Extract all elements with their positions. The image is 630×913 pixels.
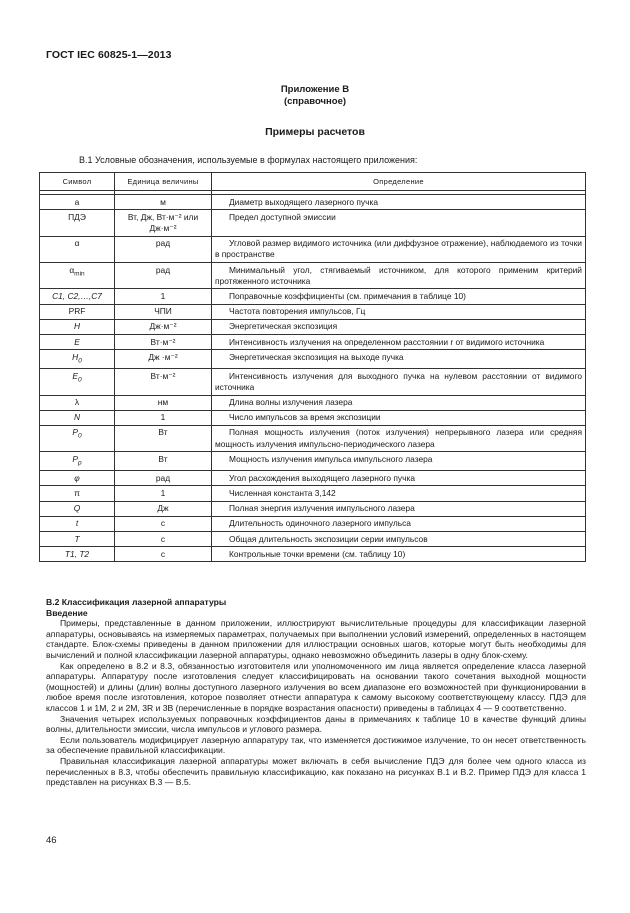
row-symbol: a bbox=[40, 195, 115, 210]
row-symbol: ПДЭ bbox=[40, 210, 115, 236]
document-header: ГОСТ IEC 60825-1—2013 bbox=[46, 49, 172, 61]
row-definition: Длительность одиночного лазерного импульса bbox=[212, 516, 586, 531]
row-symbol: N bbox=[40, 410, 115, 425]
row-symbol: $H_0$ bbox=[40, 350, 115, 369]
table-row bbox=[40, 195, 586, 210]
table-row bbox=[40, 425, 586, 451]
table-row bbox=[40, 395, 586, 410]
table-row bbox=[40, 263, 586, 289]
paragraph: Примеры, представленные в данном приложении, иллюстрируют вычислительные процедуры для классификации лазерной аппаратуры, основываясь на измеряемых параметрах, получаемых при выполнении условий измерений, определенных в настоящем стандарте. Блок-схемы приведены в данном приложении для иллюстрации основных шагов, которые могут быть необходимы для вычислений и полной классификации лазерной аппаратуры, однако невозможно объединить лазеры в одну блок-схему. bbox=[46, 618, 586, 660]
section-subheading: Введение bbox=[46, 607, 88, 618]
table-row bbox=[40, 369, 586, 395]
table-header-row bbox=[40, 173, 586, 191]
paragraph: Правильная классификация лазерной аппаратуры может включать в себя вычисление ПДЭ для более чем одного класса из перечисленных в 8.3, чтобы обеспечить правильную классификацию, как показано на рисунках В.1 и В.2. Пример ПДЭ для класса 1 представлен на рисунках В.3 — В.5. bbox=[46, 755, 586, 788]
table-row bbox=[40, 210, 586, 236]
paragraph: Как определено в 8.2 и 8.3, обязанностью изготовителя или уполномоченного им лица является определение класса лазерной аппаратуры. Аппаратуру после изготовления следует классифицировать на основании такого сочетания выходной мощности (мощностей) и длины (длин) волны доступного лазерного излучения во всем диапазоне его возможностей при функционировании в любое время после изготовления, которое позволяет отнести аппаратура к самому высокому соответствующему классу. ПДЭ для классов 1 и 1М, 2 и 2М, 3R и 3В (перечисленные в порядке возрастания опасности) приведены в таблицах 4 — 9 соответственно. bbox=[46, 660, 586, 713]
row-definition: Диаметр выходящего лазерного пучка bbox=[212, 195, 586, 210]
table-row bbox=[40, 486, 586, 501]
section-classification bbox=[46, 597, 586, 788]
intro-text: В.1 Условные обозначения, используемые в формулах настоящего приложения: bbox=[79, 155, 418, 165]
row-unit: с bbox=[115, 516, 212, 531]
row-definition: Частота повторения импульсов, Гц bbox=[212, 304, 586, 319]
table-row bbox=[40, 501, 586, 516]
row-definition: Полная энергия излучения импульсного лазера bbox=[212, 501, 586, 516]
symbols-table bbox=[39, 172, 586, 562]
row-symbol: PRF bbox=[40, 304, 115, 319]
row-symbol: α bbox=[40, 236, 115, 262]
row-definition: Угол расхождения выходящего лазерного пучка bbox=[212, 471, 586, 486]
row-definition: Численная константа 3,142 bbox=[212, 486, 586, 501]
table-row bbox=[40, 236, 586, 262]
row-definition: Мощность излучения импульса импульсного лазера bbox=[212, 452, 586, 471]
appendix-type: (справочное) bbox=[283, 96, 347, 107]
row-unit: м bbox=[115, 195, 212, 210]
table-row bbox=[40, 410, 586, 425]
row-symbol: T bbox=[40, 532, 115, 547]
row-unit: рад bbox=[115, 263, 212, 289]
row-unit: с bbox=[115, 547, 212, 562]
page-title: Примеры расчетов bbox=[265, 126, 365, 138]
row-definition: Общая длительность экспозиции серии импульсов bbox=[212, 532, 586, 547]
table-row bbox=[40, 516, 586, 531]
row-definition: Полная мощность излучения (поток излучения) непрерывного лазера или средняя мощность излучения импульсно-периодического лазера bbox=[212, 425, 586, 451]
row-symbol: H bbox=[40, 319, 115, 334]
row-symbol: T1, T2 bbox=[40, 547, 115, 562]
header-symbol: Символ bbox=[40, 173, 115, 191]
row-unit: Вт, Дж, Вт·м⁻² или Дж·м⁻² bbox=[115, 210, 212, 236]
header-definition: Определение bbox=[212, 173, 586, 191]
row-unit: Дж bbox=[115, 501, 212, 516]
page-number: 46 bbox=[46, 835, 57, 846]
row-symbol: φ bbox=[40, 471, 115, 486]
row-symbol: C1, C2,…,C7 bbox=[40, 289, 115, 304]
row-unit: Вт·м⁻² bbox=[115, 335, 212, 350]
row-unit: Вт bbox=[115, 452, 212, 471]
row-unit: с bbox=[115, 532, 212, 547]
row-unit: ЧПИ bbox=[115, 304, 212, 319]
paragraph: Значения четырех используемых поправочных коэффициентов даны в примечаниях к таблице 10 в качестве функций длины волны, длительности эмиссии, числа импульсов и углового размера. bbox=[46, 713, 586, 735]
table-row bbox=[40, 335, 586, 350]
row-symbol: t bbox=[40, 516, 115, 531]
row-symbol: λ bbox=[40, 395, 115, 410]
row-definition: Угловой размер видимого источника (или диффузное отражение), наблюдаемого из точки в пространстве bbox=[212, 236, 586, 262]
row-symbol: $P_0$ bbox=[40, 425, 115, 451]
row-unit: 1 bbox=[115, 289, 212, 304]
table-row bbox=[40, 452, 586, 471]
row-symbol: $\alpha_{min}$ bbox=[40, 263, 115, 289]
row-definition: Энергетическая экспозиция bbox=[212, 319, 586, 334]
row-unit: рад bbox=[115, 471, 212, 486]
row-definition: Предел доступной эмиссии bbox=[212, 210, 586, 236]
row-definition: Интенсивность излучения для выходного пучка на нулевом расстоянии от видимого источника bbox=[212, 369, 586, 395]
row-definition: Контрольные точки времени (см. таблицу 10) bbox=[212, 547, 586, 562]
row-definition: Минимальный угол, стягиваемый источником, для которого применим критерий протяженного источника bbox=[212, 263, 586, 289]
row-unit: Дж ·м⁻² bbox=[115, 350, 212, 369]
row-definition: Энергетическая экспозиция на выходе пучка bbox=[212, 350, 586, 369]
section-heading: В.2 Классификация лазерной аппаратуры bbox=[46, 597, 227, 607]
row-unit: нм bbox=[115, 395, 212, 410]
row-definition: Поправочные коэффициенты (см. примечания в таблице 10) bbox=[212, 289, 586, 304]
row-definition: Длина волны излучения лазера bbox=[212, 395, 586, 410]
header-unit: Единица величины bbox=[115, 173, 212, 191]
row-unit: 1 bbox=[115, 486, 212, 501]
table-row bbox=[40, 350, 586, 369]
table-row bbox=[40, 532, 586, 547]
table-row bbox=[40, 289, 586, 304]
row-symbol: π bbox=[40, 486, 115, 501]
table-row bbox=[40, 319, 586, 334]
row-unit: Вт·м⁻² bbox=[115, 369, 212, 395]
table-row bbox=[40, 471, 586, 486]
paragraph: Если пользователь модифицирует лазерную аппаратуру так, что изменяется достижимое излучение, то он несет ответственность за обеспечение правильной классификации. bbox=[46, 734, 586, 756]
row-symbol: Q bbox=[40, 501, 115, 516]
table-row bbox=[40, 304, 586, 319]
row-unit: 1 bbox=[115, 410, 212, 425]
row-unit: рад bbox=[115, 236, 212, 262]
row-symbol: $P_p$ bbox=[40, 452, 115, 471]
row-definition: Интенсивность излучения на определенном расстоянии r от видимого источника bbox=[212, 335, 586, 350]
row-definition: Число импульсов за время экспозиции bbox=[212, 410, 586, 425]
row-symbol: $E_0$ bbox=[40, 369, 115, 395]
appendix-label: Приложение В bbox=[280, 84, 350, 95]
row-unit: Дж·м⁻² bbox=[115, 319, 212, 334]
table-row bbox=[40, 547, 586, 562]
row-unit: Вт bbox=[115, 425, 212, 451]
row-symbol: E bbox=[40, 335, 115, 350]
